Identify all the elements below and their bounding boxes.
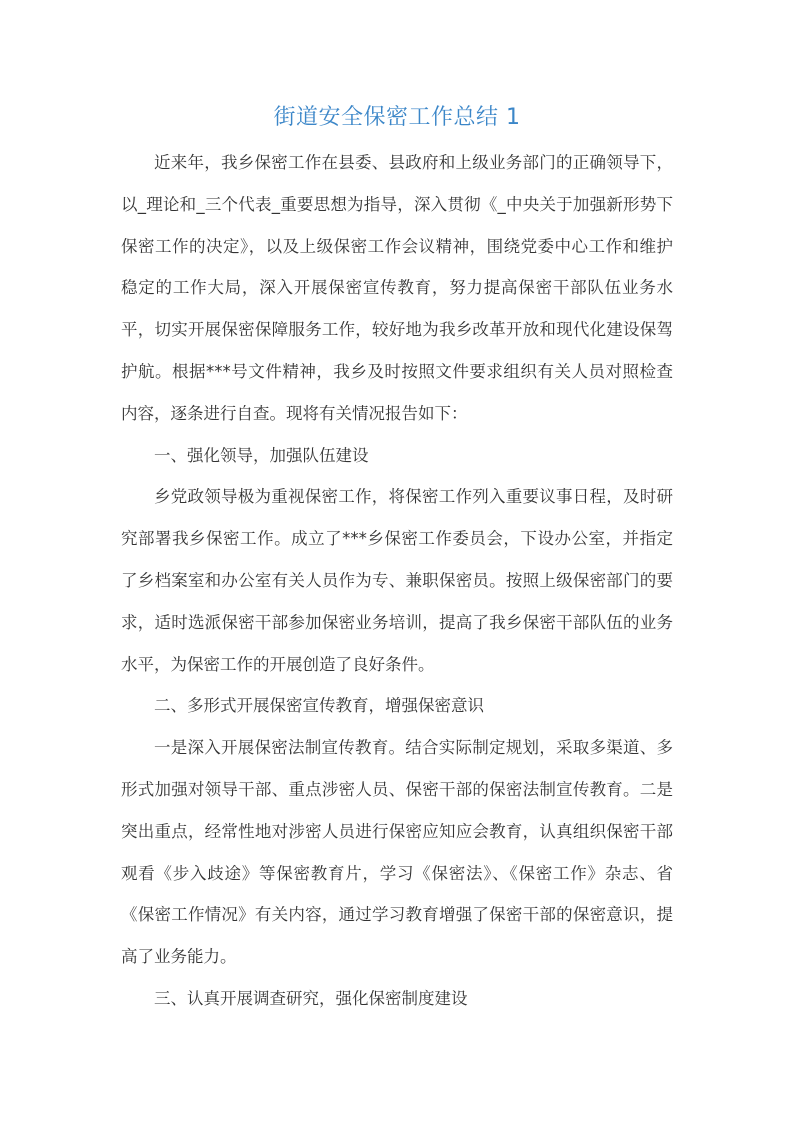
- document-title: 街道安全保密工作总结 1: [273, 105, 521, 130]
- paragraph-intro: 近来年，我乡保密工作在县委、县政府和上级业务部门的正确领导下，以_理论和_三个代表_重要思想为指导，深入贯彻《_中央关于加强新形势下保密工作的决定》，以及上级保密工作会议精神，围绕党委中心工作和维护稳定的工作大局，深入开展保密宣传教育，努力提高保密干部队伍业务水平，切实开展保密保障服务工作，较好地为我乡改革开放和现代化建设保驾护航。根据***号文件精神，我乡及时按照文件要求组织有关人员对照检查内容，逐条进行自查。现将有关情况报告如下：: [121, 153, 673, 423]
- section-heading-2: 二、多形式开展保密宣传教育，增强保密意识: [154, 696, 484, 716]
- section-heading-1: 一、强化领导，加强队伍建设: [154, 445, 369, 465]
- paragraph-section-2: 一是深入开展保密法制宣传教育。结合实际制定规划，采取多渠道、多形式加强对领导干部、重点涉密人员、保密干部的保密法制宣传教育。二是突出重点，经常性地对涉密人员进行保密应知应会教育，认真组织保密干部观看《步入歧途》等保密教育片，学习《保密法》、《保密工作》杂志、省《保密工作情况》有关内容，通过学习教育增强了保密干部的保密意识，提高了业务能力。: [121, 738, 673, 967]
- document-body: [121, 142, 673, 1020]
- section-heading-3: 三、认真开展调查研究，强化保密制度建设: [154, 988, 468, 1008]
- paragraph-section-1: 乡党政领导极为重视保密工作，将保密工作列入重要议事日程，及时研究部署我乡保密工作。成立了***乡保密工作委员会，下设办公室，并指定了乡档案室和办公室有关人员作为专、兼职保密员。按照上级保密部门的要求，适时选派保密干部参加保密业务培训，提高了我乡保密干部队伍的业务水平，为保密工作的开展创造了良好条件。: [121, 487, 673, 674]
